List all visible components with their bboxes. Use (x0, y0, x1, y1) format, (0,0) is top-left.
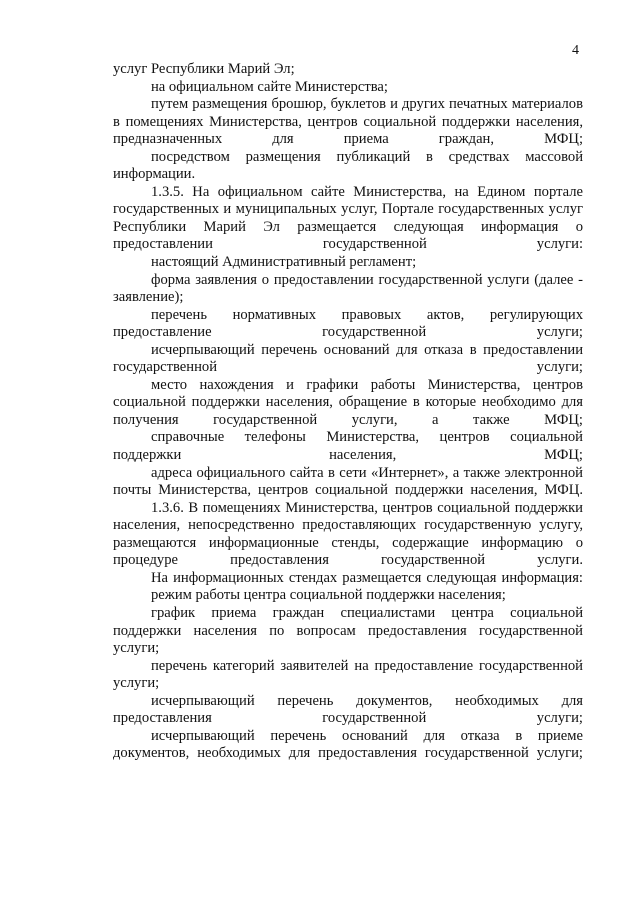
paragraph: На информационных стендах размещается следующая информация: (151, 569, 583, 586)
paragraph: на официальном сайте Министерства; (151, 78, 388, 95)
paragraph: 1.3.5. На официальном сайте Министерства, на Едином портале государственных и муниципальных услуг, Портале государственных услуг Республики Марий Эл размещается следующая информация о предоставлении государственной услуги: (113, 183, 583, 253)
paragraph: исчерпывающий перечень документов, необходимых для предоставления государственной услуги; (113, 692, 583, 727)
paragraph: перечень нормативных правовых актов, регулирующих предоставление государственной услуги; (113, 306, 583, 341)
paragraph: путем размещения брошюр, буклетов и других печатных материалов в помещениях Министерства, центров социальной поддержки населения, предназначенных для приема граждан, МФЦ; (113, 96, 583, 148)
paragraph: посредством размещения публикаций в средствах массовой информации. (113, 148, 583, 183)
paragraph: 1.3.6. В помещениях Министерства, центров социальной поддержки населения, непосредственно предоставляющих государственную услугу, размещаются информационные стенды, содержащие информацию о процедуре предоставления государственной услуги. (113, 499, 583, 569)
paragraph: справочные телефоны Министерства, центров социальной поддержки населения, МФЦ; (113, 429, 583, 464)
paragraph: адреса официального сайта в сети «Интернет», а также электронной почты Министерства, центров социальной поддержки населения, МФЦ. (113, 464, 583, 499)
page-number: 4 (572, 43, 579, 58)
paragraph: форма заявления о предоставлении государственной услуги (далее - заявление); (113, 271, 583, 306)
paragraph: услуг Республики Марий Эл; (113, 61, 295, 77)
paragraph: исчерпывающий перечень оснований для отказа в приеме документов, необходимых для предоставления государственной услуги; (113, 727, 583, 762)
paragraph: настоящий Административный регламент; (151, 254, 417, 271)
paragraph: режим работы центра социальной поддержки населения; (151, 587, 506, 604)
document-body (113, 61, 583, 763)
paragraph: место нахождения и графики работы Министерства, центров социальной поддержки населения, обращение в которые необходимо для получения государственной услуги, а также МФЦ; (113, 376, 583, 428)
paragraph: график приема граждан специалистами центра социальной поддержки населения по вопросам предоставления государственной услуги; (113, 604, 583, 657)
paragraph: перечень категорий заявителей на предоставление государственной услуги; (113, 657, 583, 692)
paragraph: исчерпывающий перечень оснований для отказа в предоставлении государственной услуги; (113, 341, 583, 376)
